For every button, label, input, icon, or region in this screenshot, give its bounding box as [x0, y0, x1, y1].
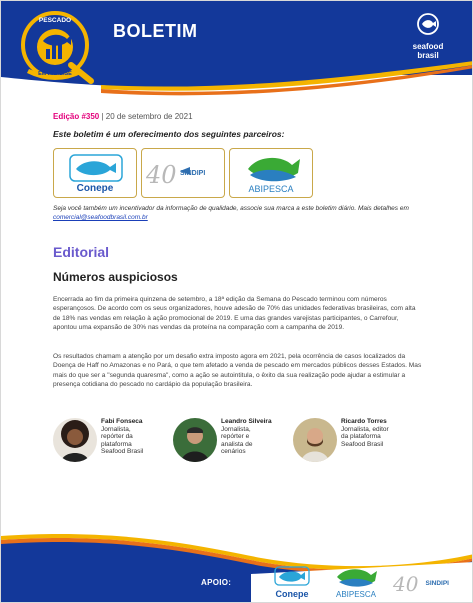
partner-label-abipesca: ABIPESCA	[248, 184, 294, 194]
sponsor-note	[53, 204, 423, 222]
pescado-em-analise-logo	[13, 7, 101, 87]
author-name: Ricardo Torres	[341, 418, 387, 425]
edition-number: Edição #350	[53, 112, 100, 121]
apoio-label: APOIO:	[201, 578, 232, 587]
author-role: Jornalista, editor da plataforma Seafood Brasil	[341, 425, 389, 448]
partner-label-conepe: Conepe	[76, 183, 114, 194]
author-card	[53, 418, 153, 462]
fish-icon	[417, 13, 439, 35]
edition-separator: |	[99, 112, 106, 121]
edition-info	[53, 112, 193, 121]
footer-logos	[263, 565, 449, 599]
footer-logo-label: SINDIPI	[425, 580, 449, 587]
authors-section	[53, 418, 433, 478]
author-name: Fabi Fonseca	[101, 418, 143, 425]
sponsor-note-text: Seja você também um incentivador da informação de qualidade, associe sua marca a este boletim diário. Mais detalhes em	[53, 205, 409, 212]
author-name: Leandro Silveira	[221, 418, 272, 425]
author-card	[173, 418, 273, 462]
author-card	[293, 418, 393, 462]
sponsor-email-link[interactable]: comercial@seafoodbrasil.com.br	[53, 214, 148, 221]
author-role: Jornalista, repórter e analista de cenários	[221, 425, 253, 455]
partner-abipesca[interactable]	[229, 148, 313, 198]
svg-text:40: 40	[146, 161, 177, 189]
brand-line1: seafood	[412, 42, 444, 51]
author-role: Jornalista, repórter da plataforma Seafood Brasil	[101, 425, 144, 455]
newsletter-title: BOLETIM	[113, 21, 198, 41]
footer-logo-label: ABIPESCA	[335, 590, 376, 599]
section-title-editorial: Editorial	[53, 244, 110, 260]
footer-logo-conepe[interactable]	[263, 565, 321, 599]
article-title: Números auspiciosos	[53, 270, 178, 284]
article-paragraph: Os resultados chamam a atenção por um desafio extra imposto agora em 2021, pela ocorrência de casos localizados da Doença de Haff no Amazonas e no Pará, o que tem afetado a venda de pescado em mercados públicos desses Estados. Mas mais do que ser a "segunda quaresma", como a ação se autointitula, o êxito da sua realização pode ajudar a estimular a presença cotidiana do pescado no cardápio da população brasileira.	[53, 353, 422, 388]
footer-logo-sindipi[interactable]	[391, 565, 449, 599]
badge-bottom-text: EM ANÁLISE	[38, 71, 72, 77]
partner-conepe[interactable]	[53, 148, 137, 198]
partners-intro: Este boletim é um oferecimento dos seguintes parceiros:	[53, 129, 285, 139]
svg-text:40: 40	[393, 572, 419, 596]
partner-logos	[53, 148, 313, 198]
partner-label-sindipi: SINDIPI	[180, 170, 206, 177]
avatar	[53, 418, 97, 462]
footer-logo-abipesca[interactable]	[327, 565, 385, 599]
footer-logo-label: Conepe	[275, 589, 309, 599]
avatar	[293, 418, 337, 462]
brand-line2: brasil	[417, 51, 439, 60]
seafood-brasil-logo	[404, 13, 452, 60]
badge-top-text: PESCADO	[38, 17, 72, 24]
article-paragraph: Encerrada ao fim da primeira quinzena de setembro, a 18ª edição da Semana do Pescado terminou com números esperançosos. De acordo com os seus organizadores, houve adesão de 70% das unidades federativas brasileiras, com alta de 18% nas vendas em relação à ação promocional de 2019. E uma das grandes varejistas participantes, o Carrefour, apontou uma expansão de 30% nas vendas da proteína na comparação com a campanha de 2019.	[53, 296, 416, 331]
partner-sindipi[interactable]	[141, 148, 225, 198]
edition-date: 20 de setembro de 2021	[105, 112, 193, 121]
avatar	[173, 418, 217, 462]
